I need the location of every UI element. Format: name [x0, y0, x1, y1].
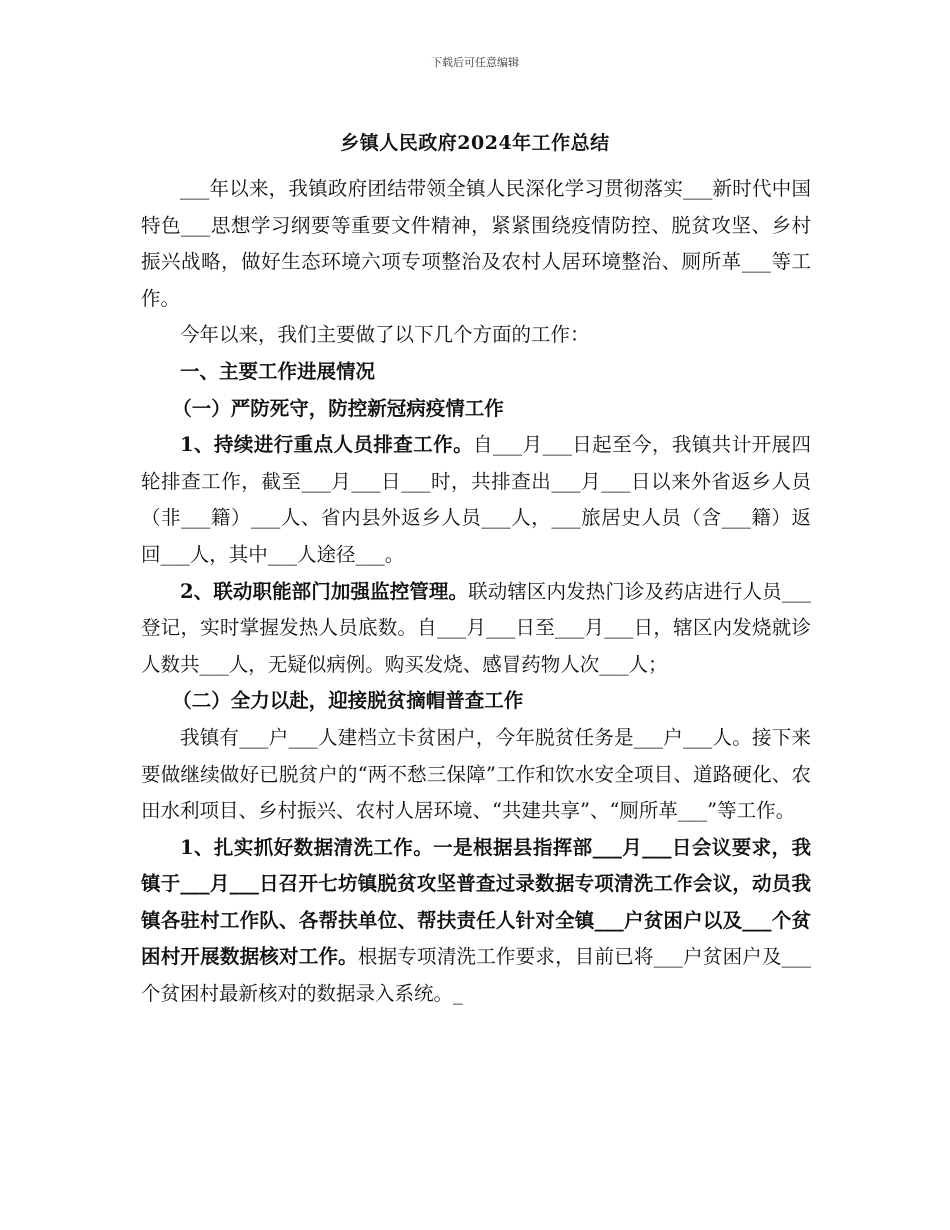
document-title: 乡镇人民政府2024年工作总结 [340, 132, 610, 154]
paragraph-intro: ___年以来，我镇政府团结带领全镇人民深化学习贯彻落实___新时代中国特色___思想学习纲要等重要文件精神，紧紧围绕疫情防控、脱贫攻坚、乡村振兴战略，做好生态环境六项专项整治及农村人居环境整治、厕所革___等工作。 [141, 177, 811, 310]
paragraph-monitoring-body: 联动辖区内发热门诊及药店进行人员___登记，实时掌握发热人员底数。自___月___日至___月___日，辖区内发烧就诊人数共___人，无疑似病例。购买发烧、感冒药物人次___人； [141, 579, 811, 676]
paragraph-data-cleaning [141, 830, 811, 1013]
paragraph-data-cleaning-lead: 1、扎实抓好数据清洗工作。一是根据县指挥部___月___日会议要求，我镇于___月___日召开七坊镇脱贫攻坚普查过录数据专项清洗工作会议，动员我镇各驻村工作队、各帮扶单位、帮扶责任人针对全镇___户贫困户以及___个贫困村开展数据核对工作。 [141, 835, 811, 969]
paragraph-screening [141, 427, 811, 573]
subsection-heading-1: （一）严防死守，防控新冠病疫情工作 [172, 396, 504, 420]
paragraph-monitoring-lead: 2、联动职能部门加强监控管理。 [180, 579, 469, 603]
paragraph-screening-lead: 1、持续进行重点人员排查工作。 [180, 433, 474, 457]
subsection-heading-2: （二）全力以赴，迎接脱贫摘帽普查工作 [172, 689, 524, 713]
paragraph-data-cleaning-body: 根据专项清洗工作要求，目前已将___户贫困户及___个贫困村最新核对的数据录入系统。_ [141, 945, 811, 1006]
document-body [141, 171, 811, 1013]
paragraph-overview: 今年以来，我们主要做了以下几个方面的工作： [180, 323, 590, 347]
header-note: 下载后可任意编辑 [431, 56, 519, 69]
section-heading-1: 一、主要工作进展情况 [180, 359, 376, 383]
paragraph-screening-body: 自___月___日起至今，我镇共计开展四轮排查工作，截至___月___日___时，共排查出___月___日以来外省返乡人员（非___籍）___人、省内县外返乡人员___人，___旅居史人员（含___籍）返回___人，其中___人途径___。 [141, 433, 811, 566]
paragraph-monitoring [141, 574, 811, 684]
paragraph-poverty: 我镇有___户___人建档立卡贫困户，今年脱贫任务是___户___人。接下来要做继续做好已脱贫户的“两不愁三保障”工作和饮水安全项目、道路硬化、农田水利项目、乡村振兴、农村人居环境、“共建共享”、“厕所革___”等工作。 [141, 725, 811, 823]
